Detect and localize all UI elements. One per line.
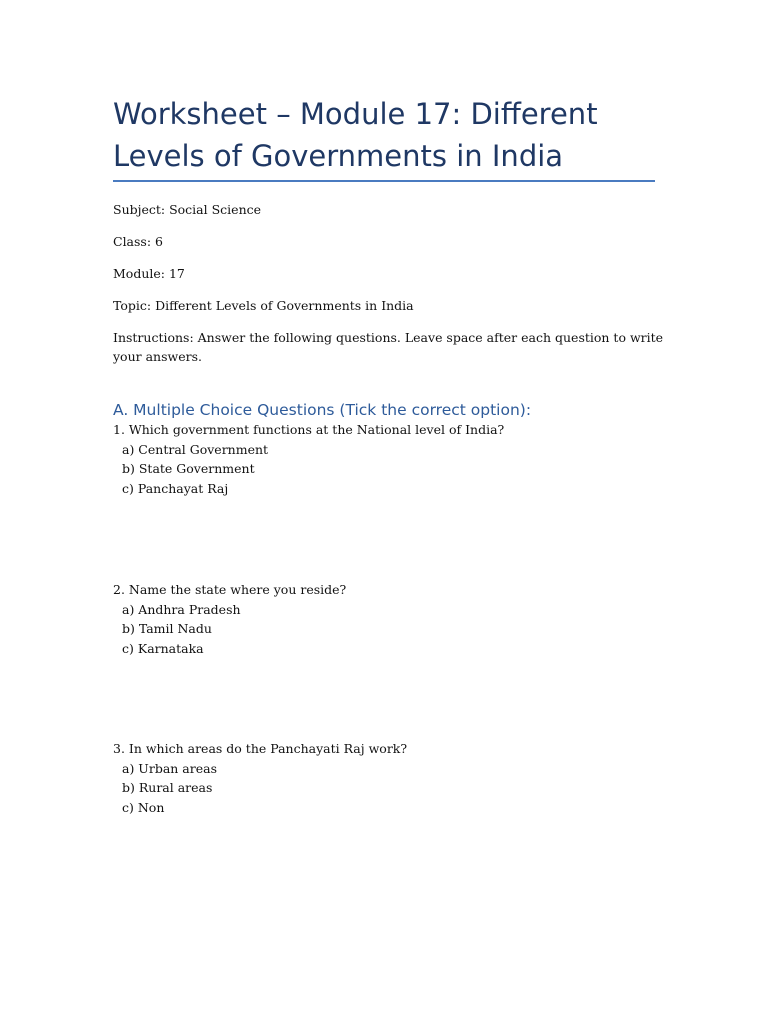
question-text: 3. In which areas do the Panchayati Raj work? xyxy=(113,741,408,756)
question-2 xyxy=(113,580,673,658)
module-line: Module: 17 xyxy=(113,266,185,281)
option-c: c) Panchayat Raj xyxy=(122,480,229,496)
option-b: b) State Government xyxy=(122,461,255,476)
class-line: Class: 6 xyxy=(113,234,163,249)
section-a-heading: A. Multiple Choice Questions (Tick the correct option): xyxy=(113,401,532,419)
subject-line: Subject: Social Science xyxy=(113,202,262,217)
question-1 xyxy=(113,420,673,498)
option-c: c) Non xyxy=(122,799,165,815)
option-a: a) Central Government xyxy=(122,441,269,457)
option-a: a) Urban areas xyxy=(122,760,217,776)
title-underline xyxy=(113,180,655,182)
option-b: b) Rural areas xyxy=(122,780,213,795)
question-text: 2. Name the state where you reside? xyxy=(113,582,347,597)
instructions-text: Instructions: Answer the following questions. Leave space after each question to write your answers. xyxy=(113,330,664,364)
option-b: b) Tamil Nadu xyxy=(122,621,212,636)
question-3 xyxy=(113,739,673,817)
question-text: 1. Which government functions at the National level of India? xyxy=(113,422,505,437)
option-a: a) Andhra Pradesh xyxy=(122,601,241,617)
page-title: Worksheet – Module 17: Different Levels of Governments in India xyxy=(113,97,598,173)
option-c: c) Karnataka xyxy=(122,640,204,656)
topic-line: Topic: Different Levels of Governments in India xyxy=(113,298,414,313)
